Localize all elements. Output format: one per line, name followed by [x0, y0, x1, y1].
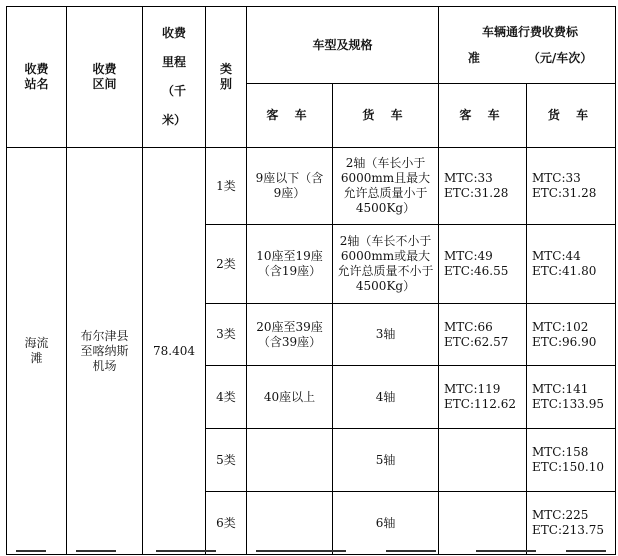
header-passenger-fee: 客 车: [439, 84, 527, 148]
row-passenger: 9座以下（含9座）: [247, 148, 333, 225]
station-section: 布尔津县 至喀纳斯 机场: [67, 148, 143, 555]
row-truck: 2轴（车长小于6000mm且最大允许总质量小于4500Kg）: [333, 148, 439, 225]
row-class: 1类: [206, 148, 247, 225]
header-vehicle-spec: 车型及规格: [247, 7, 439, 84]
row-class: 3类: [206, 304, 247, 366]
header-station: 收费 站名: [7, 7, 67, 148]
row-truck: 3轴: [333, 304, 439, 366]
row-passenger: 40座以上: [247, 366, 333, 429]
row-passenger-fee: [439, 429, 527, 492]
header-mileage: 收费 里程 （千 米）: [143, 7, 206, 148]
row-class: 2类: [206, 225, 247, 304]
row-class: 4类: [206, 366, 247, 429]
table-row: [7, 148, 616, 225]
station-mileage: 78.404: [143, 148, 206, 555]
row-truck: 4轴: [333, 366, 439, 429]
row-truck-fee: MTC:158 ETC:150.10: [527, 429, 616, 492]
header-fee-standard: 车辆通行费收费标 准 （元/车次）: [439, 7, 616, 84]
station-name: 海流 滩: [7, 148, 67, 555]
row-passenger-fee: [439, 492, 527, 555]
header-category: 类 别: [206, 7, 247, 148]
row-passenger: 10座至19座（含19座）: [247, 225, 333, 304]
row-truck: 5轴: [333, 429, 439, 492]
toll-fee-table: [6, 6, 616, 555]
header-section: 收费 区间: [67, 7, 143, 148]
row-class: 6类: [206, 492, 247, 555]
row-passenger: [247, 492, 333, 555]
row-truck-fee: MTC:225 ETC:213.75: [527, 492, 616, 555]
row-passenger-fee: MTC:66 ETC:62.57: [439, 304, 527, 366]
row-passenger-fee: MTC:119 ETC:112.62: [439, 366, 527, 429]
cropped-text-remnant: [6, 549, 615, 556]
header-passenger: 客 车: [247, 84, 333, 148]
header-truck-fee: 货 车: [527, 84, 616, 148]
row-truck: 6轴: [333, 492, 439, 555]
row-passenger: [247, 429, 333, 492]
header-truck: 货 车: [333, 84, 439, 148]
row-truck-fee: MTC:102 ETC:96.90: [527, 304, 616, 366]
row-truck-fee: MTC:141 ETC:133.95: [527, 366, 616, 429]
row-passenger-fee: MTC:49 ETC:46.55: [439, 225, 527, 304]
row-passenger-fee: MTC:33 ETC:31.28: [439, 148, 527, 225]
row-truck-fee: MTC:33 ETC:31.28: [527, 148, 616, 225]
row-passenger: 20座至39座（含39座）: [247, 304, 333, 366]
row-truck: 2轴（车长不小于6000mm或最大允许总质量不小于4500Kg）: [333, 225, 439, 304]
row-class: 5类: [206, 429, 247, 492]
row-truck-fee: MTC:44 ETC:41.80: [527, 225, 616, 304]
